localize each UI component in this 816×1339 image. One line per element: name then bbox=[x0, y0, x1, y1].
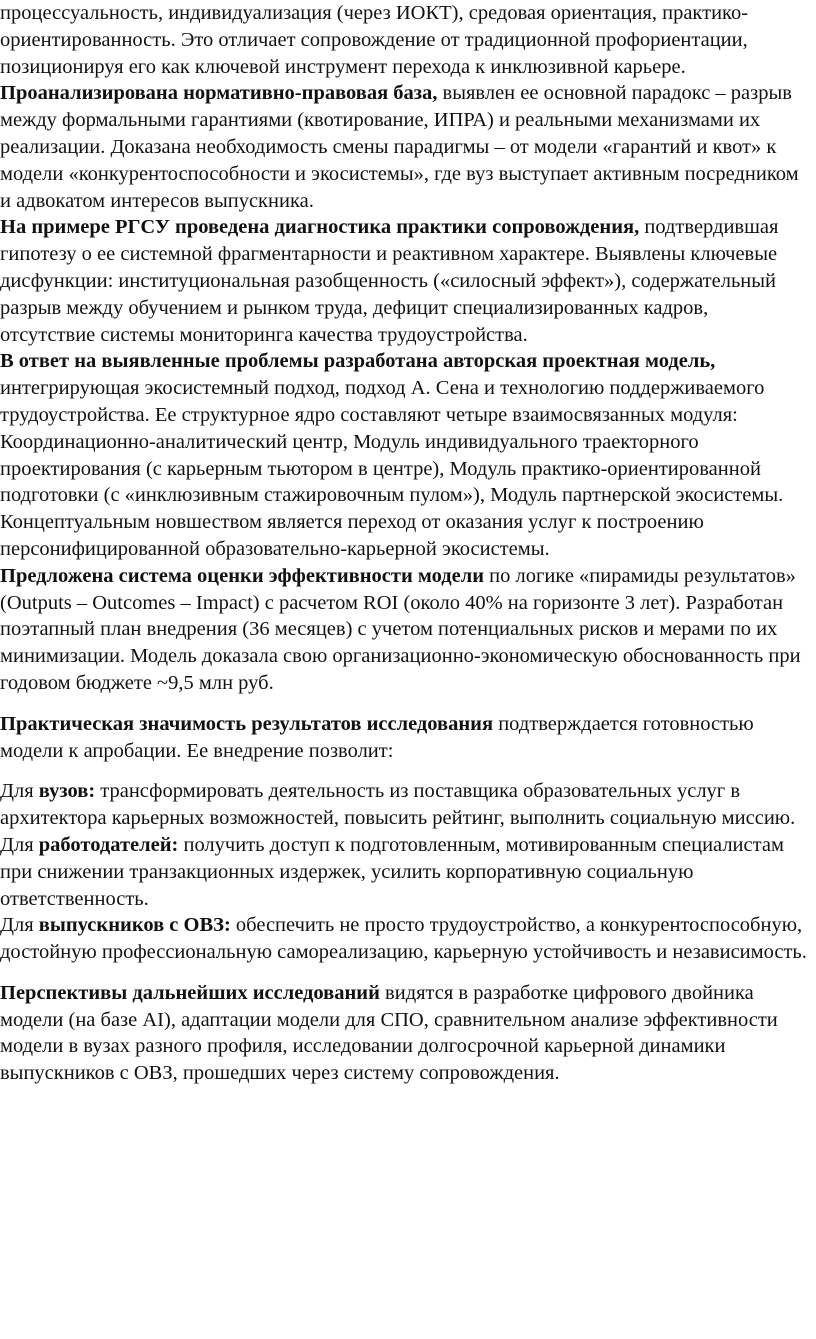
paragraph-text: выявлен ее основной парадокс – разрыв между формальными гарантиями (квотирование, ИПРА) и реальными механизмами их реализации. Доказана необходимость смены парадигмы – от модели «гарантий и квот» к модели «конкурентоспособности и экосистемы», где вуз выступает активным посредником и адвокатом интересов выпускника. bbox=[0, 82, 799, 212]
paragraph-lead-bold: Проанализирована нормативно-правовая база, bbox=[0, 82, 438, 105]
paragraph-text: обеспечить не просто трудоустройство, а конкурентоспособную, достойную профессиональную самореализацию, карьерную устойчивость и независимость. bbox=[0, 914, 807, 964]
paragraph-for-graduates bbox=[0, 912, 808, 966]
paragraph-text: по логике «пирамиды результатов» (Outputs – Outcomes – Impact) с расчетом ROI (около 40% на горизонте 3 лет). Разработан поэтапный план внедрения (36 месяцев) с учетом потенциальных рисков и мерами по их минимизации. Модель доказала свою организационно-экономическую обоснованность при годовом бюджете ~9,5 млн руб. bbox=[0, 564, 801, 694]
paragraph-lead-bold: Перспективы дальнейших исследований bbox=[0, 981, 380, 1004]
paragraph-text: получить доступ к подготовленным, мотивированным специалистам при снижении транзакционных издержек, усилить корпоративную социальную ответственность. bbox=[0, 833, 784, 910]
paragraph-rgsu-diagnostics bbox=[0, 214, 808, 348]
paragraph-practical-significance bbox=[0, 711, 808, 765]
paragraph-lead-bold: Предложена система оценки эффективности модели bbox=[0, 564, 485, 587]
paragraph-lead-bold: На примере РГСУ проведена диагностика практики сопровождения, bbox=[0, 216, 640, 239]
paragraph-efficiency-evaluation bbox=[0, 563, 808, 697]
paragraph-prefix: Для bbox=[0, 914, 39, 937]
paragraph-conclusion-intro bbox=[0, 0, 808, 80]
paragraph-prefix: Для bbox=[0, 833, 39, 856]
paragraph-text: подтвердившая гипотезу о ее системной фрагментарности и реактивном характере. Выявлены ключевые дисфункции: институциональная разобщенность («силосный эффект»), содержательный разрыв между обучением и рынком труда, дефицит специализированных кадров, отсутствие системы мониторинга качества трудоустройства. bbox=[0, 216, 779, 346]
paragraph-lead-bold: вузов: bbox=[38, 780, 96, 803]
paragraph-prefix: Для bbox=[0, 780, 39, 803]
paragraph-for-employers bbox=[0, 832, 808, 912]
paragraph-lead-bold: выпускников с ОВЗ: bbox=[38, 914, 231, 937]
paragraph-research-prospects bbox=[0, 980, 808, 1087]
paragraph-lead-bold: В ответ на выявленные проблемы разработана авторская проектная модель, bbox=[0, 350, 716, 373]
paragraph-lead-bold: Практическая значимость результатов исследования bbox=[0, 712, 494, 735]
paragraph-text: видятся в разработке цифрового двойника модели (на базе AI), адаптации модели для СПО, сравнительном анализе эффективности модели в вузах разного профиля, исследовании долгосрочной карьерной динамики выпускников с ОВЗ, прошедших через систему сопровождения. bbox=[0, 981, 778, 1085]
paragraph-text: интегрирующая экосистемный подход, подход А. Сена и технологию поддерживаемого трудоустройства. Ее структурное ядро составляют четыре взаимосвязанных модуля: Координационно-аналитический центр, Модуль индивидуального траекторного проектирования (с карьерным тьютором в центре), Модуль практико-ориентированной подготовки (с «инклюзивным стажировочным пулом»), Модуль партнерской экосистемы. Концептуальным новшеством является переход от оказания услуг к построению персонифицированной образовательно-карьерной экосистемы. bbox=[0, 377, 784, 560]
paragraph-project-model bbox=[0, 348, 808, 562]
paragraph-for-universities bbox=[0, 778, 808, 832]
paragraph-text: подтверждается готовностью модели к апробации. Ее внедрение позволит: bbox=[0, 712, 754, 762]
paragraph-text: трансформировать деятельность из поставщика образовательных услуг в архитектора карьерных возможностей, повысить рейтинг, выполнить социальную миссию. bbox=[0, 780, 796, 830]
paragraph-legal-base bbox=[0, 80, 808, 214]
paragraph-lead-bold: работодателей: bbox=[38, 833, 179, 856]
paragraph-text: процессуальность, индивидуализация (через ИОКТ), средовая ориентация, практико-ориентированность. Это отличает сопровождение от традиционной профориентации, позиционируя его как ключевой инструмент перехода к инклюзивной карьере. bbox=[0, 2, 749, 78]
